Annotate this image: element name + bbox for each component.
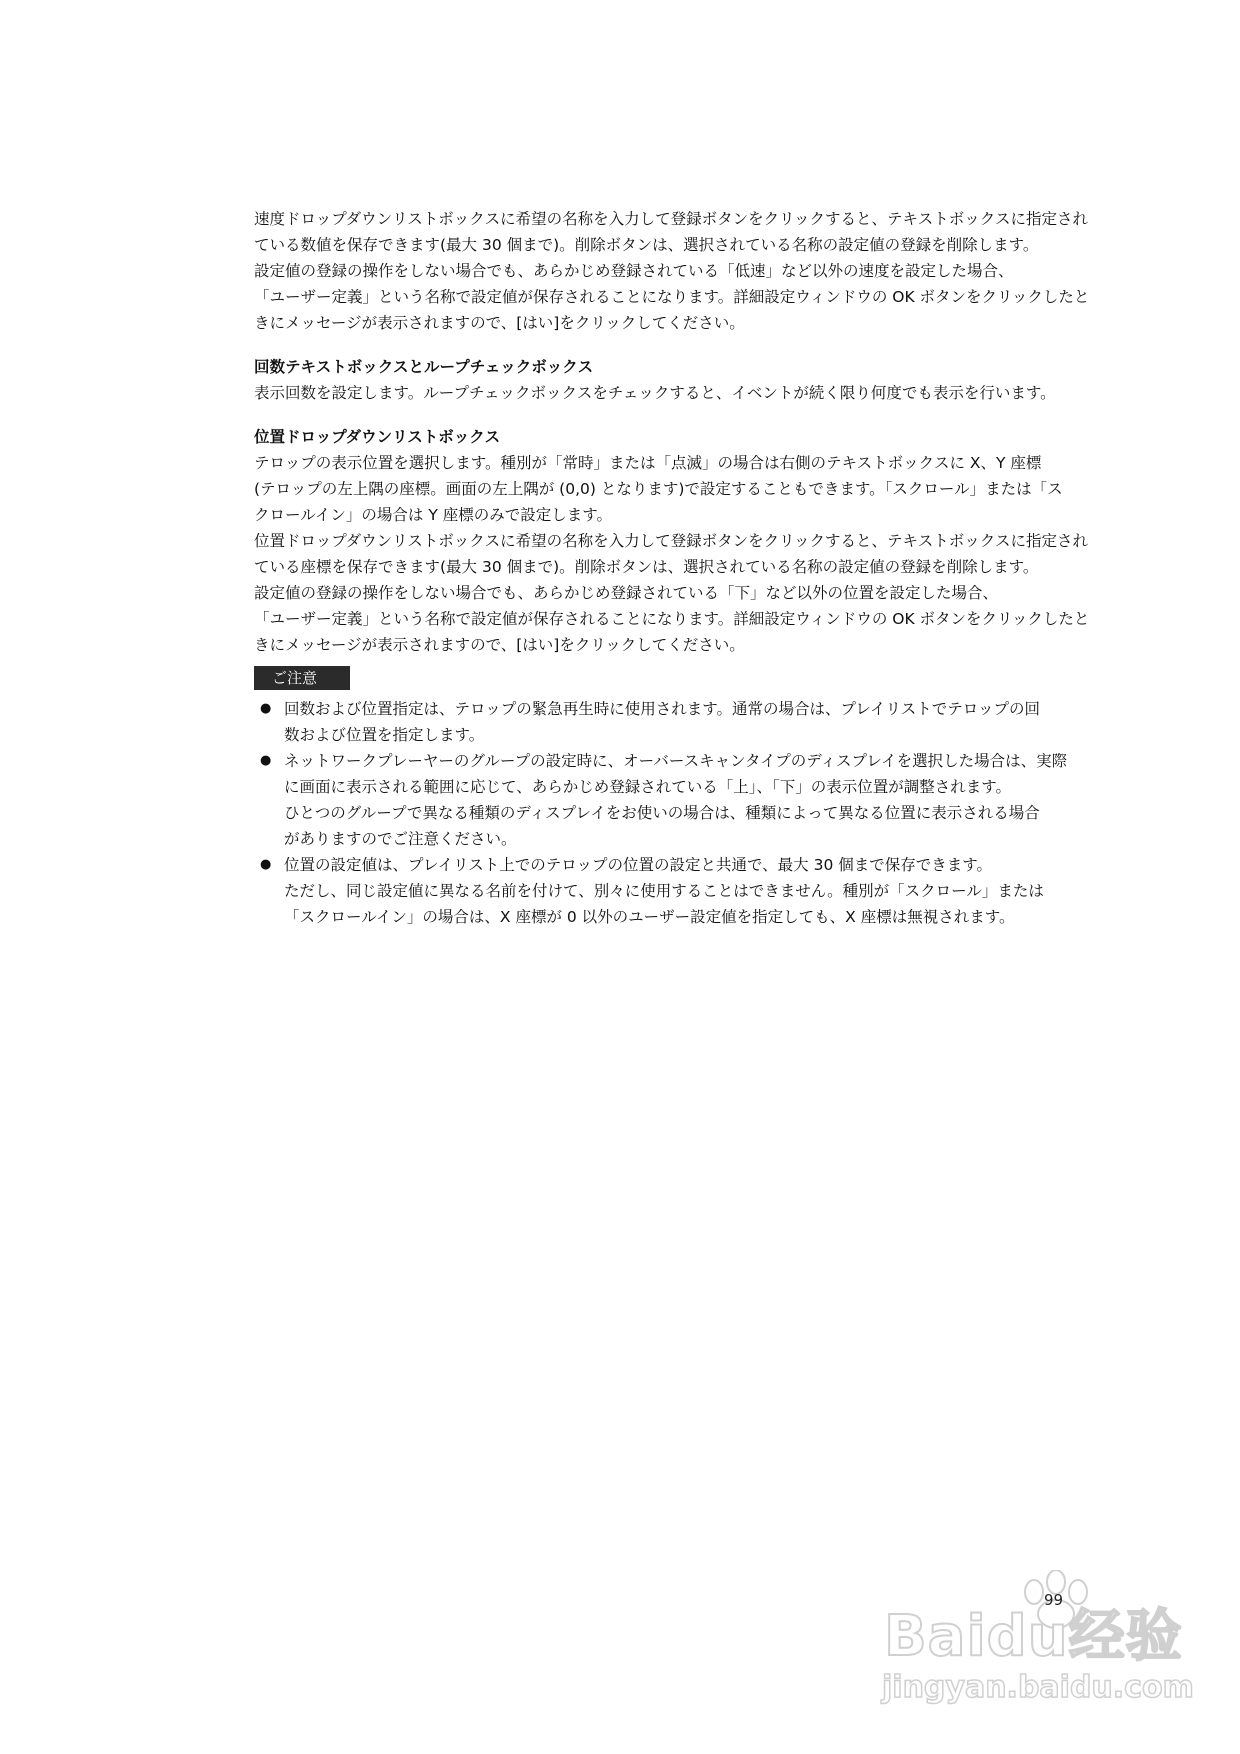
text-line: がありますのでご注意ください。 <box>284 830 517 848</box>
text-line: テロップの表示位置を選択します。種別が「常時」または「点滅」の場合は右側のテキストボックスに X、Y 座標 <box>254 454 1042 472</box>
list-item <box>254 696 1094 748</box>
notice-list <box>254 696 1094 930</box>
watermark-url: jingyan.baidu.com <box>882 1670 1194 1705</box>
text-line: ネットワークプレーヤーのグループの設定時に、オーバースキャンタイプのディスプレイを選択した場合は、実際 <box>284 752 1068 770</box>
watermark-logo-text: Baidu经验 <box>884 1604 1183 1669</box>
count-section-heading: 回数テキストボックスとループチェックボックス <box>254 358 594 376</box>
position-section-heading: 位置ドロップダウンリストボックス <box>254 428 501 446</box>
text-line: 数および位置を指定します。 <box>284 726 485 744</box>
notice-badge: ご注意 <box>254 666 350 690</box>
text-line: 「ユーザー定義」という名称で設定値が保存されることになります。詳細設定ウィンドウの OK ボタンをクリックしたと <box>254 288 1090 306</box>
list-item <box>254 852 1094 930</box>
text-line: きにメッセージが表示されますので、[はい]をクリックしてください。 <box>254 636 745 654</box>
text-line: 速度ドロップダウンリストボックスに希望の名称を入力して登録ボタンをクリックすると、テキストボックスに指定され <box>254 210 1089 228</box>
bullet-icon: ● <box>260 753 272 768</box>
text-line: ている数値を保存できます(最大 30 個まで)。削除ボタンは、選択されている名称の設定値の登録を削除します。 <box>254 236 1039 254</box>
text-line: 位置ドロップダウンリストボックスに希望の名称を入力して登録ボタンをクリックすると、テキストボックスに指定され <box>254 532 1089 550</box>
text-line: クロールイン」の場合は Y 座標のみで設定します。 <box>254 506 612 524</box>
bullet-icon: ● <box>260 701 272 716</box>
text-line: 表示回数を設定します。ループチェックボックスをチェックすると、イベントが続く限り何度でも表示を行います。 <box>254 384 1056 402</box>
text-line: に画面に表示される範囲に応じて、あらかじめ登録されている「上」、「下」の表示位置が調整されます。 <box>284 778 1011 796</box>
list-item <box>254 748 1094 852</box>
page-number: 99 <box>1044 1591 1064 1609</box>
text-line: 設定値の登録の操作をしない場合でも、あらかじめ登録されている「低速」など以外の速度を設定した場合、 <box>254 262 1014 280</box>
text-line: 位置の設定値は、プレイリスト上でのテロップの位置の設定と共通で、最大 30 個まで保存できます。 <box>284 856 993 874</box>
text-line: 「ユーザー定義」という名称で設定値が保存されることになります。詳細設定ウィンドウの OK ボタンをクリックしたと <box>254 610 1090 628</box>
speed-paragraph <box>254 206 1094 336</box>
text-line: 「スクロールイン」の場合は、X 座標が 0 以外のユーザー設定値を指定しても、X 座標は無視されます。 <box>284 908 1015 926</box>
document-body <box>254 206 1094 930</box>
position-section-paragraph <box>254 450 1094 658</box>
text-line: (テロップの左上隅の座標。画面の左上隅が (0,0) となります)で設定することもできます。「スクロール」または「ス <box>254 480 1063 498</box>
text-line: 回数および位置指定は、テロップの緊急再生時に使用されます。通常の場合は、プレイリストでテロップの回 <box>284 700 1040 718</box>
bullet-icon: ● <box>260 857 272 872</box>
text-line: ている座標を保存できます(最大 30 個まで)。削除ボタンは、選択されている名称の設定値の登録を削除します。 <box>254 558 1039 576</box>
count-section-paragraph <box>254 380 1094 406</box>
text-line: 設定値の登録の操作をしない場合でも、あらかじめ登録されている「下」など以外の位置を設定した場合、 <box>254 584 999 602</box>
text-line: ひとつのグループで異なる種類のディスプレイをお使いの場合は、種類によって異なる位置に表示される場合 <box>284 804 1040 822</box>
text-line: きにメッセージが表示されますので、[はい]をクリックしてください。 <box>254 314 745 332</box>
text-line: ただし、同じ設定値に異なる名前を付けて、別々に使用することはできません。種別が「スクロール」または <box>284 882 1044 900</box>
